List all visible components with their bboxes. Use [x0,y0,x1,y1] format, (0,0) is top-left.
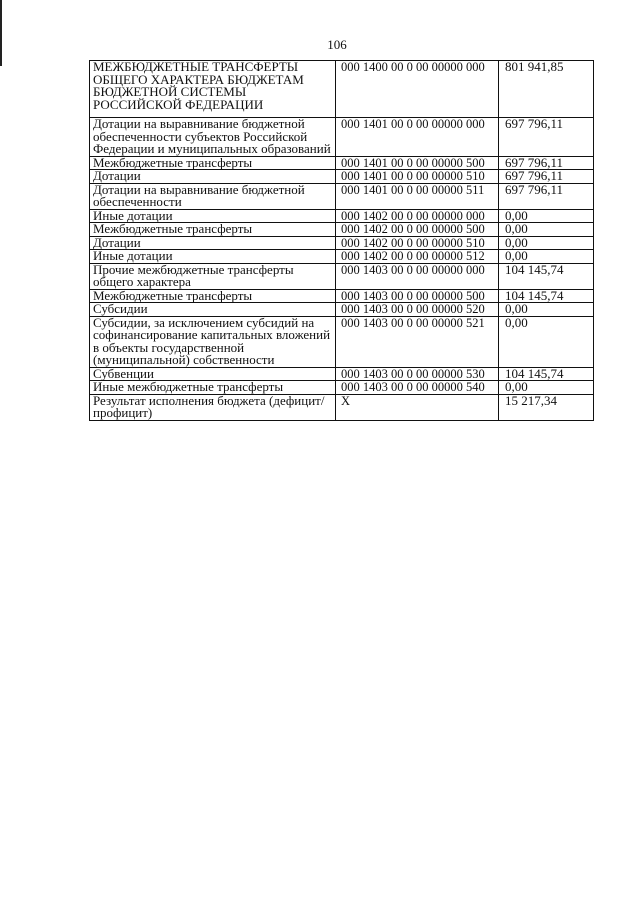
row-label-cell: Прочие межбюджетные трансферты общего характера [90,263,336,289]
budget-code-cell: 000 1402 00 0 00 00000 512 [336,250,499,264]
table-row [90,250,594,264]
amount-cell: 697 796,11 [499,118,594,157]
table-row [90,394,594,420]
amount-cell: 15 217,34 [499,394,594,420]
budget-table [89,60,594,421]
amount-cell: 0,00 [499,236,594,250]
table-row [90,156,594,170]
budget-code-cell: 000 1402 00 0 00 00000 510 [336,236,499,250]
table-row [90,61,594,118]
amount-cell: 697 796,11 [499,156,594,170]
row-label-cell: Дотации [90,236,336,250]
row-label-cell: Дотации на выравнивание бюджетной обеспеченности [90,183,336,209]
amount-cell: 0,00 [499,223,594,237]
table-row [90,263,594,289]
row-label-cell: Межбюджетные трансферты [90,156,336,170]
budget-code-cell: 000 1403 00 0 00 00000 500 [336,289,499,303]
amount-cell: 0,00 [499,250,594,264]
budget-code-cell: 000 1403 00 0 00 00000 540 [336,381,499,395]
table-row [90,316,594,367]
amount-cell: 697 796,11 [499,170,594,184]
table-row [90,381,594,395]
page-number: 106 [327,37,347,52]
budget-code-cell: 000 1402 00 0 00 00000 000 [336,209,499,223]
amount-cell: 697 796,11 [499,183,594,209]
row-label-cell: Межбюджетные трансферты [90,289,336,303]
scan-edge-mark [0,0,2,66]
row-label-cell: Дотации на выравнивание бюджетной обеспеченности субъектов Российской Федерации и муниципальных образований [90,118,336,157]
budget-code-cell: 000 1402 00 0 00 00000 500 [336,223,499,237]
budget-code-cell: 000 1401 00 0 00 00000 500 [336,156,499,170]
budget-code-cell: 000 1403 00 0 00 00000 530 [336,367,499,381]
table-row [90,170,594,184]
amount-cell: 104 145,74 [499,367,594,381]
budget-code-cell: 000 1403 00 0 00 00000 521 [336,316,499,367]
budget-code-cell: 000 1401 00 0 00 00000 510 [336,170,499,184]
table-row [90,183,594,209]
row-label-cell: Иные дотации [90,209,336,223]
amount-cell: 0,00 [499,303,594,317]
budget-code-cell: 000 1401 00 0 00 00000 000 [336,118,499,157]
row-label-cell: Результат исполнения бюджета (дефицит/профицит) [90,394,336,420]
budget-table-body [90,61,594,421]
table-row [90,303,594,317]
table-row [90,118,594,157]
amount-cell: 0,00 [499,381,594,395]
amount-cell: 0,00 [499,209,594,223]
row-label-cell: Иные дотации [90,250,336,264]
row-label-cell: Дотации [90,170,336,184]
budget-code-cell: 000 1400 00 0 00 00000 000 [336,61,499,118]
table-row [90,289,594,303]
budget-code-cell: 000 1403 00 0 00 00000 000 [336,263,499,289]
amount-cell: 0,00 [499,316,594,367]
row-label-cell: Субсидии, за исключением субсидий на софинансирование капитальных вложений в объекты государственной (муниципальной) собственности [90,316,336,367]
amount-cell: 104 145,74 [499,289,594,303]
budget-code-cell: X [336,394,499,420]
row-label-cell: МЕЖБЮДЖЕТНЫЕ ТРАНСФЕРТЫ ОБЩЕГО ХАРАКТЕРА БЮДЖЕТАМ БЮДЖЕТНОЙ СИСТЕМЫ РОССИЙСКОЙ ФЕДЕРАЦИИ [90,61,336,118]
row-label-cell: Субсидии [90,303,336,317]
row-label-cell: Иные межбюджетные трансферты [90,381,336,395]
amount-cell: 104 145,74 [499,263,594,289]
budget-code-cell: 000 1403 00 0 00 00000 520 [336,303,499,317]
row-label-cell: Субвенции [90,367,336,381]
budget-code-cell: 000 1401 00 0 00 00000 511 [336,183,499,209]
table-row [90,223,594,237]
row-label-cell: Межбюджетные трансферты [90,223,336,237]
amount-cell: 801 941,85 [499,61,594,118]
